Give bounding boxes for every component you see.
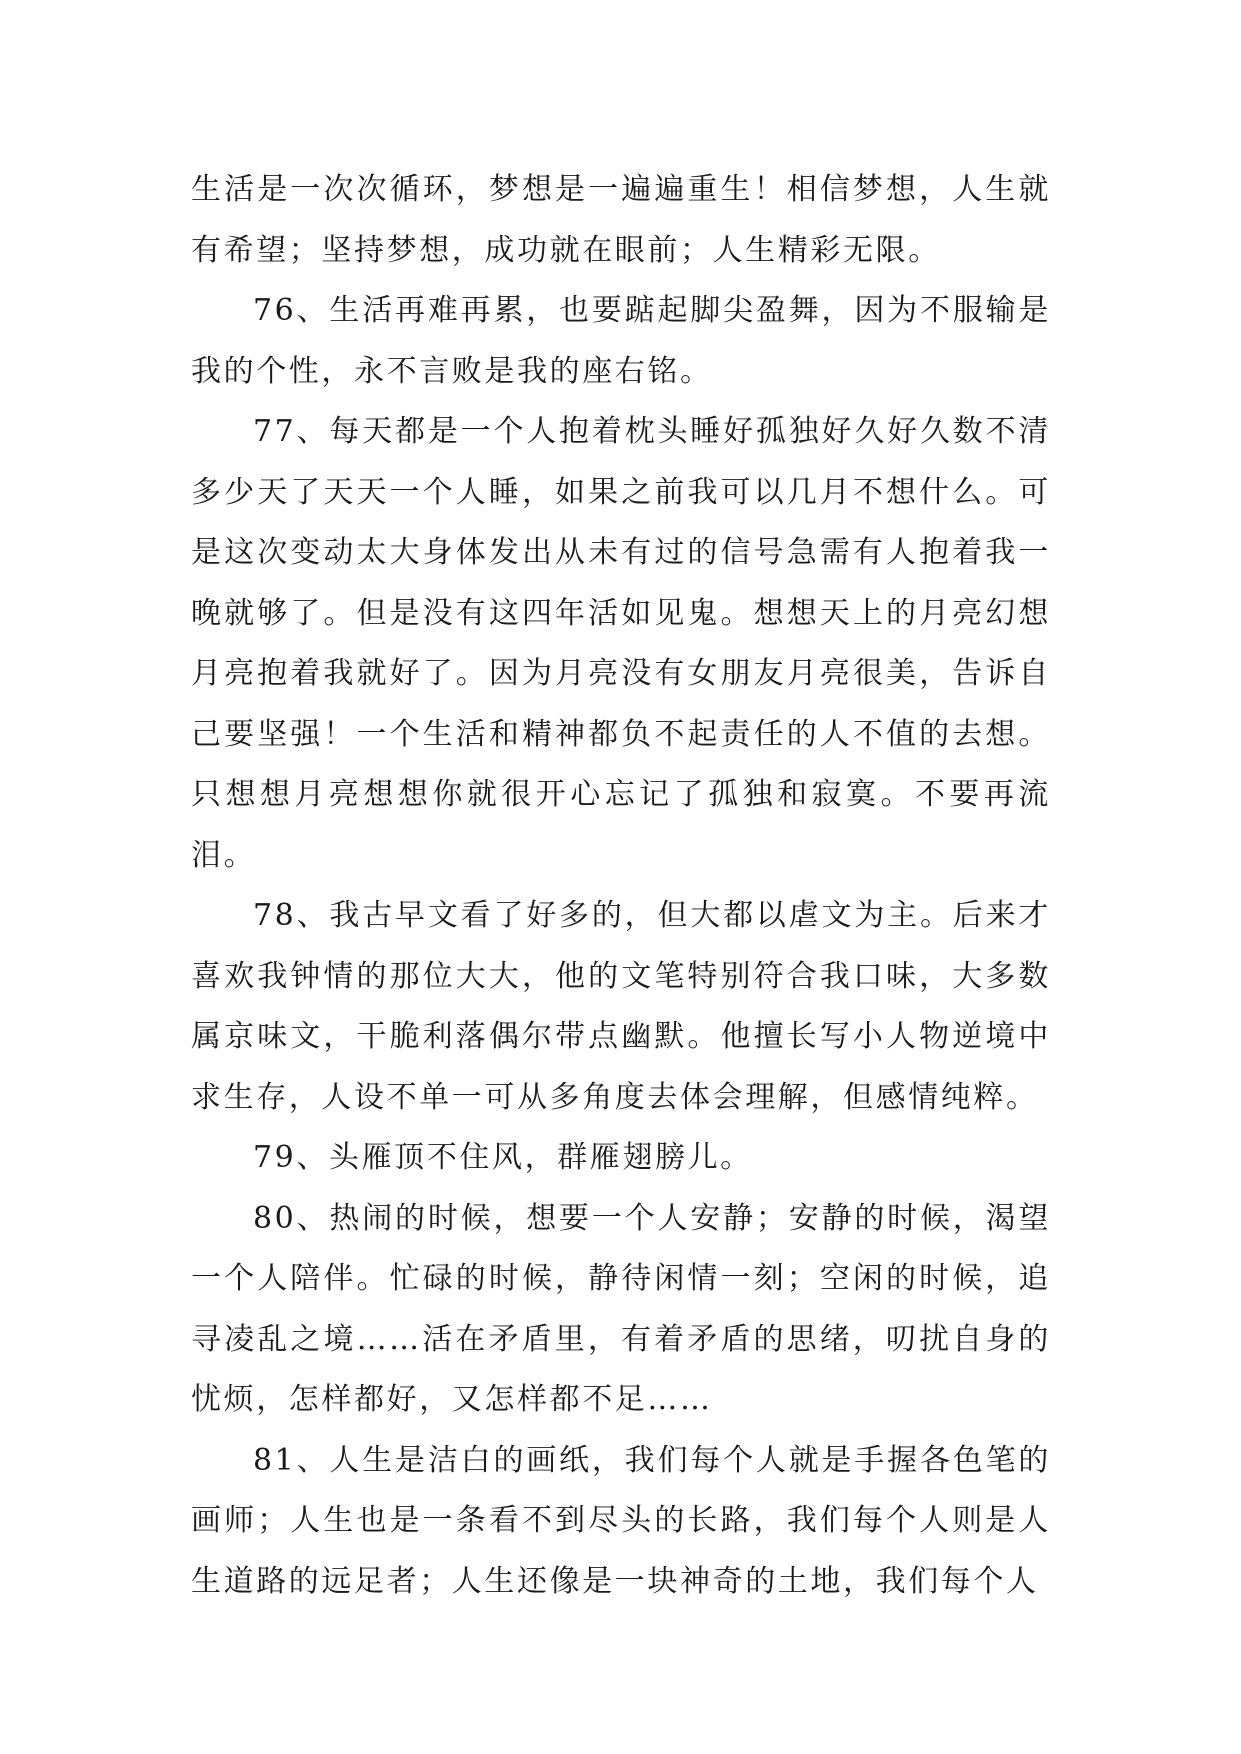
paragraph-79: 79、头雁顶不住风，群雁翅膀儿。 [253,1140,753,1175]
paragraph-76: 76、生活再难再累，也要踮起脚尖盈舞，因为不服输是我的个性，永不言败是我的座右铭。 [191,293,1051,389]
document-body [191,160,1051,1612]
paragraph-80: 80、热闹的时候，想要一个人安静；安静的时候，渴望一个人陪伴。忙碌的时候，静待闲情一刻；空闲的时候，追寻凌乱之境……活在矛盾里，有着矛盾的思绪，叨扰自身的忧烦，怎样都好，又怎样都不足…… [191,1200,1051,1417]
paragraph-continued: 生活是一次次循环，梦想是一遍遍重生！相信梦想，人生就有希望；坚持梦想，成功就在眼前；人生精彩无限。 [191,172,1051,268]
paragraph-81: 81、人生是洁白的画纸，我们每个人就是手握各色笔的画师；人生也是一条看不到尽头的长路，我们每个人则是人生道路的远足者；人生还像是一块神奇的土地，我们每个人 [191,1442,1051,1599]
paragraph-77: 77、每天都是一个人抱着枕头睡好孤独好久好久数不清多少天了天天一个人睡，如果之前我可以几月不想什么。可是这次变动太大身体发出从未有过的信号急需有人抱着我一晚就够了。但是没有这四年活如见鬼。想想天上的月亮幻想月亮抱着我就好了。因为月亮没有女朋友月亮很美，告诉自己要坚强！一个生活和精神都负不起责任的人不值的去想。只想想月亮想想你就很开心忘记了孤独和寂寞。不要再流泪。 [191,414,1051,873]
paragraph-78: 78、我古早文看了好多的，但大都以虐文为主。后来才喜欢我钟情的那位大大，他的文笔特别符合我口味，大多数属京味文，干脆利落偶尔带点幽默。他擅长写小人物逆境中求生存，人设不单一可从多角度去体会理解，但感情纯粹。 [191,898,1051,1115]
